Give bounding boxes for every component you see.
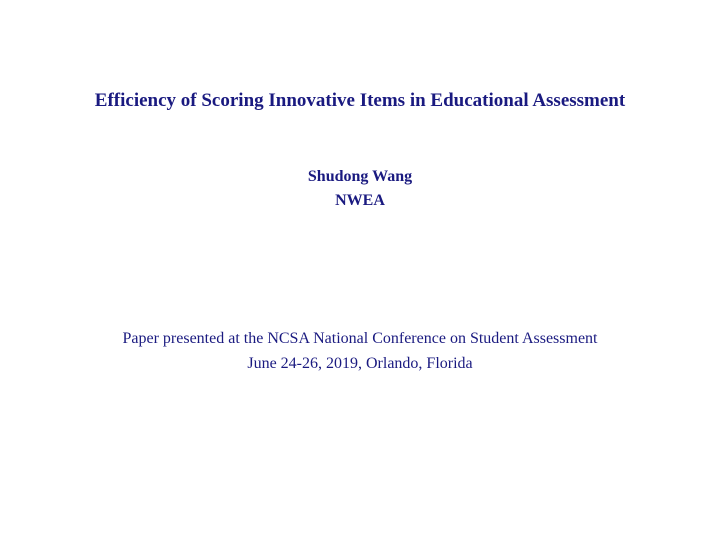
presentation-venue: Paper presented at the NCSA National Conference on Student Assessment: [122, 330, 598, 347]
author-name: Shudong Wang: [307, 168, 413, 185]
author-organization: NWEA: [335, 192, 385, 209]
presentation-date-location: June 24-26, 2019, Orlando, Florida: [247, 355, 473, 372]
paper-title: Efficiency of Scoring Innovative Items in Educational Assessment: [94, 90, 626, 111]
